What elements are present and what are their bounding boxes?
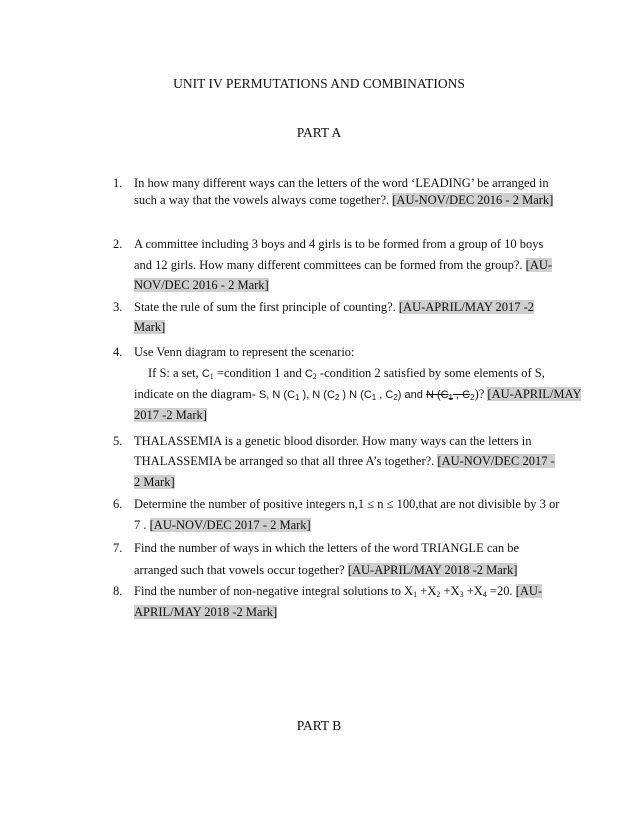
question-7-line-2 [134,563,517,578]
subscript-1: 1 [209,372,214,381]
question-5-text: THALASSEMIA be arranged so that all three A’s together?. [134,454,438,468]
subscript-1: 1 [448,393,453,402]
subscript-1: 1 [413,590,418,599]
question-8-mark-tag-end: APRIL/MAY 2018 -2 Mark] [134,605,278,619]
subscript-4: 4 [482,590,487,599]
question-7-number: 7. [113,541,123,555]
question-5-line-3 [134,475,175,490]
subscript-1: 1 [295,393,300,402]
subscript-2: 2 [436,590,441,599]
question-8-line-2 [134,605,277,620]
question-5-line-1: THALASSEMIA is a genetic blood disorder. How many ways can the letters in [134,434,532,448]
question-2-line-1: A committee including 3 boys and 4 girls is to be formed from a group of 10 boys [134,237,544,251]
question-3-mark-tag-start: [AU-APRIL/MAY 2017 -2 [398,300,535,314]
question-8-equals-text: =20. [486,584,516,598]
question-3-line-1 [134,300,534,315]
question-6-mark-tag: [AU-NOV/DEC 2017 - 2 Mark] [149,518,311,532]
question-2-line-2 [134,258,552,273]
unit-title: UNIT IV PERMUTATIONS AND COMBINATIONS [173,76,465,91]
question-2-line-3 [134,278,269,293]
question-1-mark-tag: [AU-NOV/DEC 2016 - 2 Mark] [392,193,554,207]
question-4-mark-tag-start: [AU-APRIL/MAY [487,387,582,401]
var-x: X [450,584,460,598]
formula-s-n: S, N (C [258,389,296,401]
question-4-line-1: Use Venn diagram to represent the scenario: [134,345,355,359]
plus-sign: + [463,584,474,598]
plus-sign: + [440,584,451,598]
question-4-set-text: If S: a set, [148,366,202,380]
question-4-line-4 [134,408,207,423]
question-1-line-2 [134,193,553,208]
question-7-line-1: Find the number of ways in which the letters of the word TRIANGLE can be [134,541,520,555]
var-x: X [473,584,483,598]
question-3-line-2 [134,320,165,335]
formula-comma-c: , C [453,389,471,401]
subscript-2: 2 [312,372,317,381]
formula-and: ) and [397,389,426,401]
question-4-line-2 [148,366,545,381]
question-4-formula [259,389,475,401]
question-4-condition-1-text: =condition 1 and [213,366,305,380]
formula-n: ), N (C [299,389,335,401]
subscript-2: 2 [393,393,398,402]
formula-struck [426,389,470,401]
question-8-mark-tag-start: [AU- [515,584,543,598]
var-x: X [404,584,414,598]
question-2-mark-tag-end: NOV/DEC 2016 - 2 Mark] [134,278,269,292]
question-1-text: such a way that the vowels always come together?. [134,193,393,207]
question-6-number: 6. [113,497,123,511]
formula-n: ) N (C [339,389,372,401]
question-5-number: 5. [113,434,123,448]
question-3-mark-tag-end: Mark] [134,320,166,334]
var-x: X [427,584,437,598]
subscript-1: 1 [371,393,377,402]
question-4-number: 4. [113,345,123,359]
question-8-text: Find the number of non-negative integral solutions to [134,584,405,598]
question-3-number: 3. [113,300,123,314]
formula-comma-c: , C [376,389,394,401]
question-5-mark-tag-end: 2 Mark] [134,475,175,489]
part-b-heading: PART B [296,718,342,733]
question-3-text: State the rule of sum the first principle of counting?. [134,300,399,314]
symbol-c: C [201,368,210,380]
question-4-condition-2-text: -condition 2 satisfied by some elements of S, [316,366,545,380]
question-2-text: and 12 girls. How many different committees can be formed from the group?. [134,258,526,272]
subscript-2: 2 [470,393,475,402]
question-4-line-3 [134,387,581,402]
question-6-text: 7 . [134,518,150,532]
question-8-number: 8. [113,584,123,598]
formula-question-mark: )? [474,387,488,401]
question-6-line-1: Determine the number of positive integers n,1 ≤ n ≤ 100,that are not divisible by 3 or [134,497,560,511]
subscript-2: 2 [334,393,340,402]
question-2-number: 2. [113,237,123,251]
question-6-line-2 [134,518,311,533]
plus-sign: + [417,584,428,598]
question-8-line-1 [134,584,542,599]
question-4-indicate-text: indicate on the diagram- [134,387,259,401]
question-1-line-1: In how many different ways can the letters of the word ‘LEADING’ be arranged in [134,176,549,190]
question-4-mark-tag-end: 2017 -2 Mark] [134,408,207,422]
formula-n: N (C [425,389,449,401]
subscript-3: 3 [459,590,464,599]
symbol-c: C [304,368,313,380]
question-1-number: 1. [113,176,123,190]
question-7-mark-tag: [AU-APRIL/MAY 2018 -2 Mark] [347,563,518,577]
question-7-text: arranged such that vowels occur together? [134,563,348,577]
part-a-heading: PART A [296,125,342,140]
question-5-line-2 [134,454,555,469]
question-5-mark-tag-start: [AU-NOV/DEC 2017 - [437,454,555,468]
question-2-mark-tag-start: [AU- [525,258,553,272]
